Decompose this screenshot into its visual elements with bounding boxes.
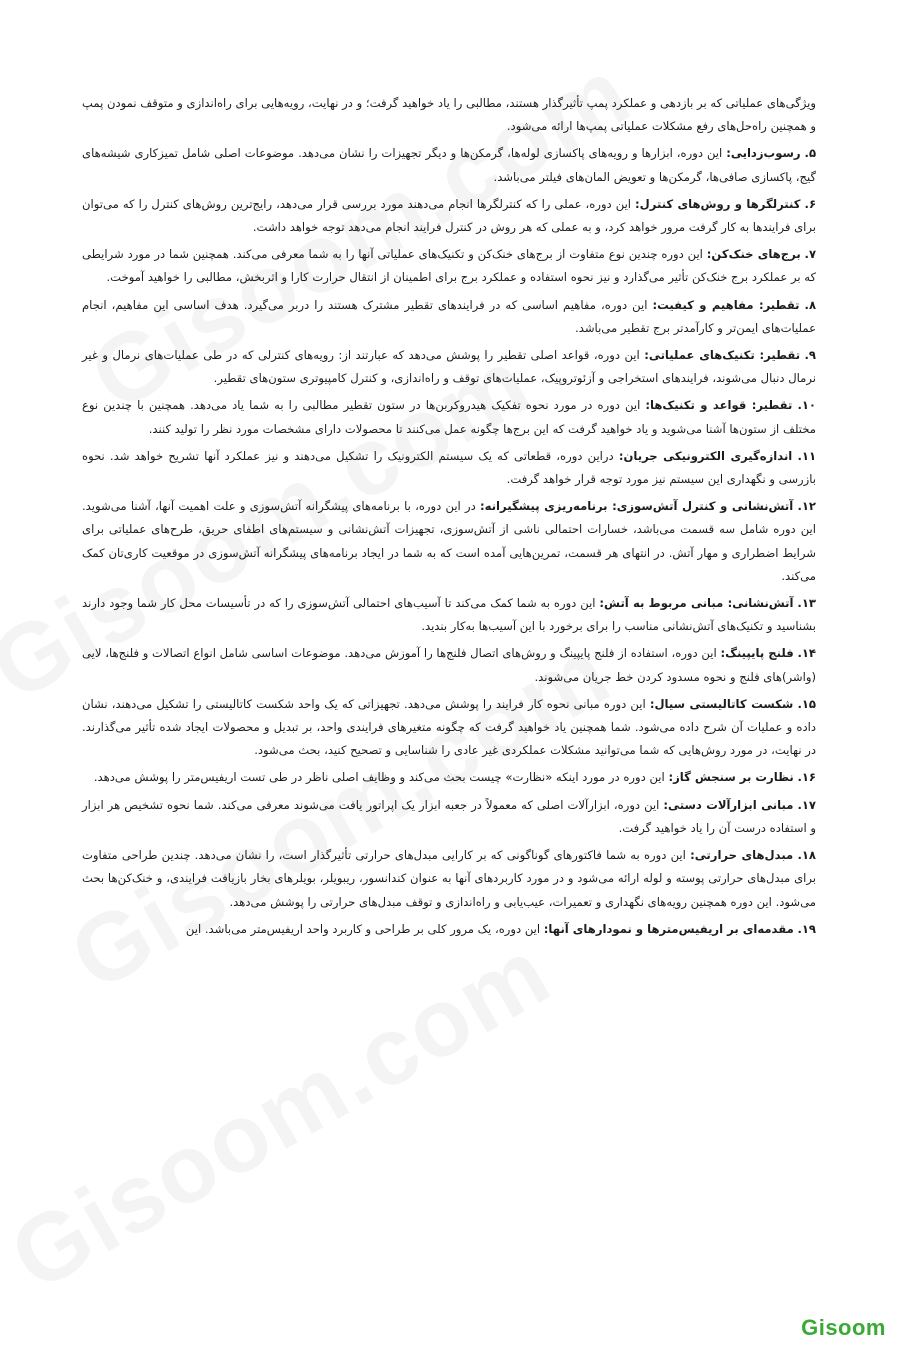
course-item [82, 495, 816, 588]
course-description: این دوره به شما کمک می‌کند تا آسیب‌های احتمالی آتش‌سوزی را که در تأسیسات محل کار شما وجود دارند بشناسید و تکنیک‌های آتش‌نشانی مناسب را برای برخورد با این آسیب‌ها به‌کار بندید. [82, 596, 816, 634]
course-title: برج‌های خنک‌کن: [706, 247, 801, 262]
course-item [82, 243, 816, 289]
course-number: ۱۳. [797, 596, 816, 611]
course-item [82, 394, 816, 440]
course-title: فلنج پایپینگ: [720, 646, 794, 661]
course-number: ۱۷. [797, 797, 817, 812]
course-item [82, 592, 816, 638]
course-description: این دوره در مورد اینکه «نظارت» چیست بحث می‌کند و وظایف اصلی ناظر در طی تست اریفیس‌متر را پوشش می‌دهد. [93, 770, 665, 785]
course-item [82, 844, 816, 914]
course-item [82, 344, 816, 390]
course-number: ۷. [804, 247, 817, 262]
course-number: ۹. [804, 348, 816, 363]
course-description: این دوره مبانی نحوه کار فرایند را پوشش می‌دهد. تجهیزاتی که یک واحد شکست کاتالیستی را تشکیل می‌دهند، نشان داده و عملیات آن شرح داده می‌شود. شما همچنین یاد خواهید گرفت که چگونه متغیرهای فرایندی واحد، بر تبدیل و محصولات ایجاد شده تأثیر می‌گذارند. در نهایت، در مورد روش‌هایی که شما می‌توانید مشکلات عملکردی غیر عادی را شناسایی و تصحیح کنید، بحث می‌شود. [82, 696, 816, 758]
course-title: مبانی ابزارآلات دستی: [663, 797, 794, 812]
course-description: در این دوره، با برنامه‌های پیشگرانه آتش‌سوزی و علت اهمیت آنها، آشنا می‌شوید. این دوره شامل سه قسمت می‌باشد، خسارات احتمالی ناشی از آتش‌سوزی، تجهیزات آتش‌نشانی و سیستم‌های اطفای حریق، طرح‌های عملیاتی برای شرایط اضطراری و مهار آتش. در انتهای هر قسمت، تمرین‌هایی آمده است که به شما در ایجاد برنامه‌های پیشگرانه آتش‌سوزی در موقعیت کاری‌تان کمک می‌کند. [82, 499, 816, 583]
course-item [82, 642, 816, 688]
course-item [82, 445, 816, 491]
course-item [82, 693, 816, 763]
course-title: اندازه‌گیری الکترونیکی جریان: [618, 448, 793, 463]
course-number: ۶. [804, 196, 817, 211]
course-number: ۱۸. [797, 848, 816, 863]
course-title: مقدمه‌ای بر اریفیس‌مترها و نمودارهای آنها: [543, 921, 794, 936]
course-number: ۱۹. [797, 921, 816, 936]
watermark-text [0, 917, 569, 1313]
course-title: تقطیر: مفاهیم و کیفیت: [652, 297, 800, 312]
course-description: این دوره به شما فاکتورهای گوناگونی که بر کارایی مبدل‌های حرارتی تأثیرگذار است، را نشان می‌دهد. چندین طراحی متفاوت برای مبدل‌های حرارتی پوسته و لوله ارائه می‌شود و در مورد کاربردهای آنها به عنوان کندانسور، ریبویلر، بویلرهای بخار بازیافت فرایندی، و خنک‌کن‌ها بحث می‌شود. این دوره همچنین رویه‌های نگهداری و تعمیرات، عیب‌یابی و راه‌اندازی و توقف مبدل‌های حرارتی را پوشش می‌دهد. [82, 848, 816, 909]
course-number: ۱۲. [797, 499, 817, 514]
course-title: تقطیر: تکنیک‌های عملیاتی: [644, 348, 801, 363]
course-title: شکست کاتالیستی سیال: [649, 696, 794, 711]
course-description: این دوره، استفاده از فلنج پایپینگ و روش‌های اتصال فلنج‌ها را آموزش می‌دهد. موضوعات اساسی شامل انواع اتصالات و فلنج‌ها، لایی (واشر)های فلنج و نحوه مسدود کردن خط جریان می‌شوند. [82, 646, 816, 684]
course-item [82, 294, 816, 340]
course-description: این دوره در مورد نحوه تفکیک هیدروکربن‌ها در ستون تقطیر مطالبی را به شما یاد می‌دهد. همچنین با چندین نوع مختلف از ستون‌ها آشنا می‌شوید و یاد خواهید گرفت که این برج‌ها چگونه عمل می‌کنند تا محصولات دارای مشخصات مورد نظر را تولید کنند. [82, 398, 816, 436]
course-item [82, 193, 816, 239]
course-number: ۵. [804, 146, 817, 161]
course-item [82, 142, 816, 188]
gisoom-logo: Gisoom [801, 1315, 886, 1340]
course-number: ۱۰. [797, 398, 816, 413]
document-page [82, 92, 816, 945]
course-title: آتش‌نشانی و کنترل آتش‌سوزی: برنامه‌ریزی پیشگیرانه: [480, 499, 794, 514]
course-title: رسوب‌زدایی: [726, 146, 801, 161]
course-description: این دوره، مفاهیم اساسی که در فرایندهای تقطیر مشترک هستند را دربر می‌گیرد. هدف اساسی این مفاهیم، انجام عملیات‌های ایمن‌تر و کارآمدتر برج تقطیر می‌باشد. [82, 297, 816, 335]
course-item [82, 766, 816, 789]
course-item [82, 918, 816, 941]
course-title: مبدل‌های حرارتی: [690, 848, 794, 863]
course-description: این دوره، عملی را که کنترلگرها انجام می‌دهند مورد بررسی قرار می‌دهد، رایج‌ترین روش‌های کنترل را که می‌توان برای فرایندها به کار گرفت مرور خواهد کرد، و به عملی که هر روش در کنترل فرایند انجام می‌دهد توجه خواهد داشت. [82, 196, 816, 235]
course-number: ۱۶. [797, 770, 816, 785]
course-description: این دوره، قواعد اصلی تقطیر را پوشش می‌دهد که عبارتند از: رویه‌های کنترلی که در طی عملیات‌های نرمال و غیر نرمال دنبال می‌شوند، فرایندهای استخراجی و آزئوتروپیک، عملیات‌های توقف و راه‌اندازی، و کنترل کامپیوتری ستون‌های تقطیر. [82, 348, 816, 386]
course-item [82, 794, 816, 840]
course-list [82, 142, 816, 941]
intro-paragraph: ویژگی‌های عملیاتی که بر بازدهی و عملکرد پمپ تأثیرگذار هستند، مطالبی را یاد خواهید گرفت؛ و در نهایت، رویه‌هایی برای راه‌اندازی و متوقف نمودن پمپ و همچنین راه‌حل‌های رفع مشکلات عملیاتی پمپ‌ها ارائه می‌شود. [82, 96, 816, 134]
course-description: دراین دوره، قطعاتی که یک سیستم الکترونیک را تشکیل می‌دهند و نیز عملکرد آنها تشریح خواهد شد. نحوه بازرسی و نگهداری این سیستم نیز مورد توجه قرار خواهد گرفت. [82, 448, 816, 487]
course-number: ۱۵. [797, 696, 816, 711]
course-title: نظارت بر سنجش گاز: [668, 770, 794, 785]
course-title: تقطیر: قواعد و تکنیک‌ها: [645, 398, 793, 413]
course-title: آتش‌نشانی: مبانی مربوط به آتش: [599, 596, 794, 611]
course-description: این دوره، ابزارها و رویه‌های پاکسازی لوله‌ها، گرمکن‌ها و دیگر تجهیزات را نشان می‌دهد. موضوعات اصلی شامل تمیزکاری شیشه‌های گیج، پاکسازی صافی‌ها، گرمکن‌ها و تعویض المان‌های فیلتر می‌باشد. [82, 146, 816, 184]
course-title: کنترلگرها و روش‌های کنترل: [635, 196, 801, 211]
course-description: این دوره، یک مرور کلی بر طراحی و کاربرد واحد اریفیس‌متر می‌باشد. این [185, 921, 541, 936]
course-description: این دوره، ابزارآلات اصلی که معمولاً در جعبه ابزار یک اپراتور یافت می‌شوند معرفی می‌کند. شما نحوه تشخیص هر ابزار و استفاده درست آن را یاد خواهید گرفت. [82, 797, 816, 835]
course-number: ۱۱. [797, 448, 817, 463]
course-number: ۸. [804, 297, 817, 312]
course-number: ۱۴. [797, 646, 816, 661]
course-description: این دوره چندین نوع متفاوت از برج‌های خنک‌کن و تکنیک‌های عملیاتی آنها را به شما معرفی می‌کند. همچنین شما در مورد شرایطی که بر عملکرد برج خنک‌کن تأثیر می‌گذارد و نیز نحوه استفاده و عملکرد برج برای اطمینان از انتقال حرارت کارا و اثربخش، مطالبی را خواهید آموخت. [82, 247, 816, 285]
